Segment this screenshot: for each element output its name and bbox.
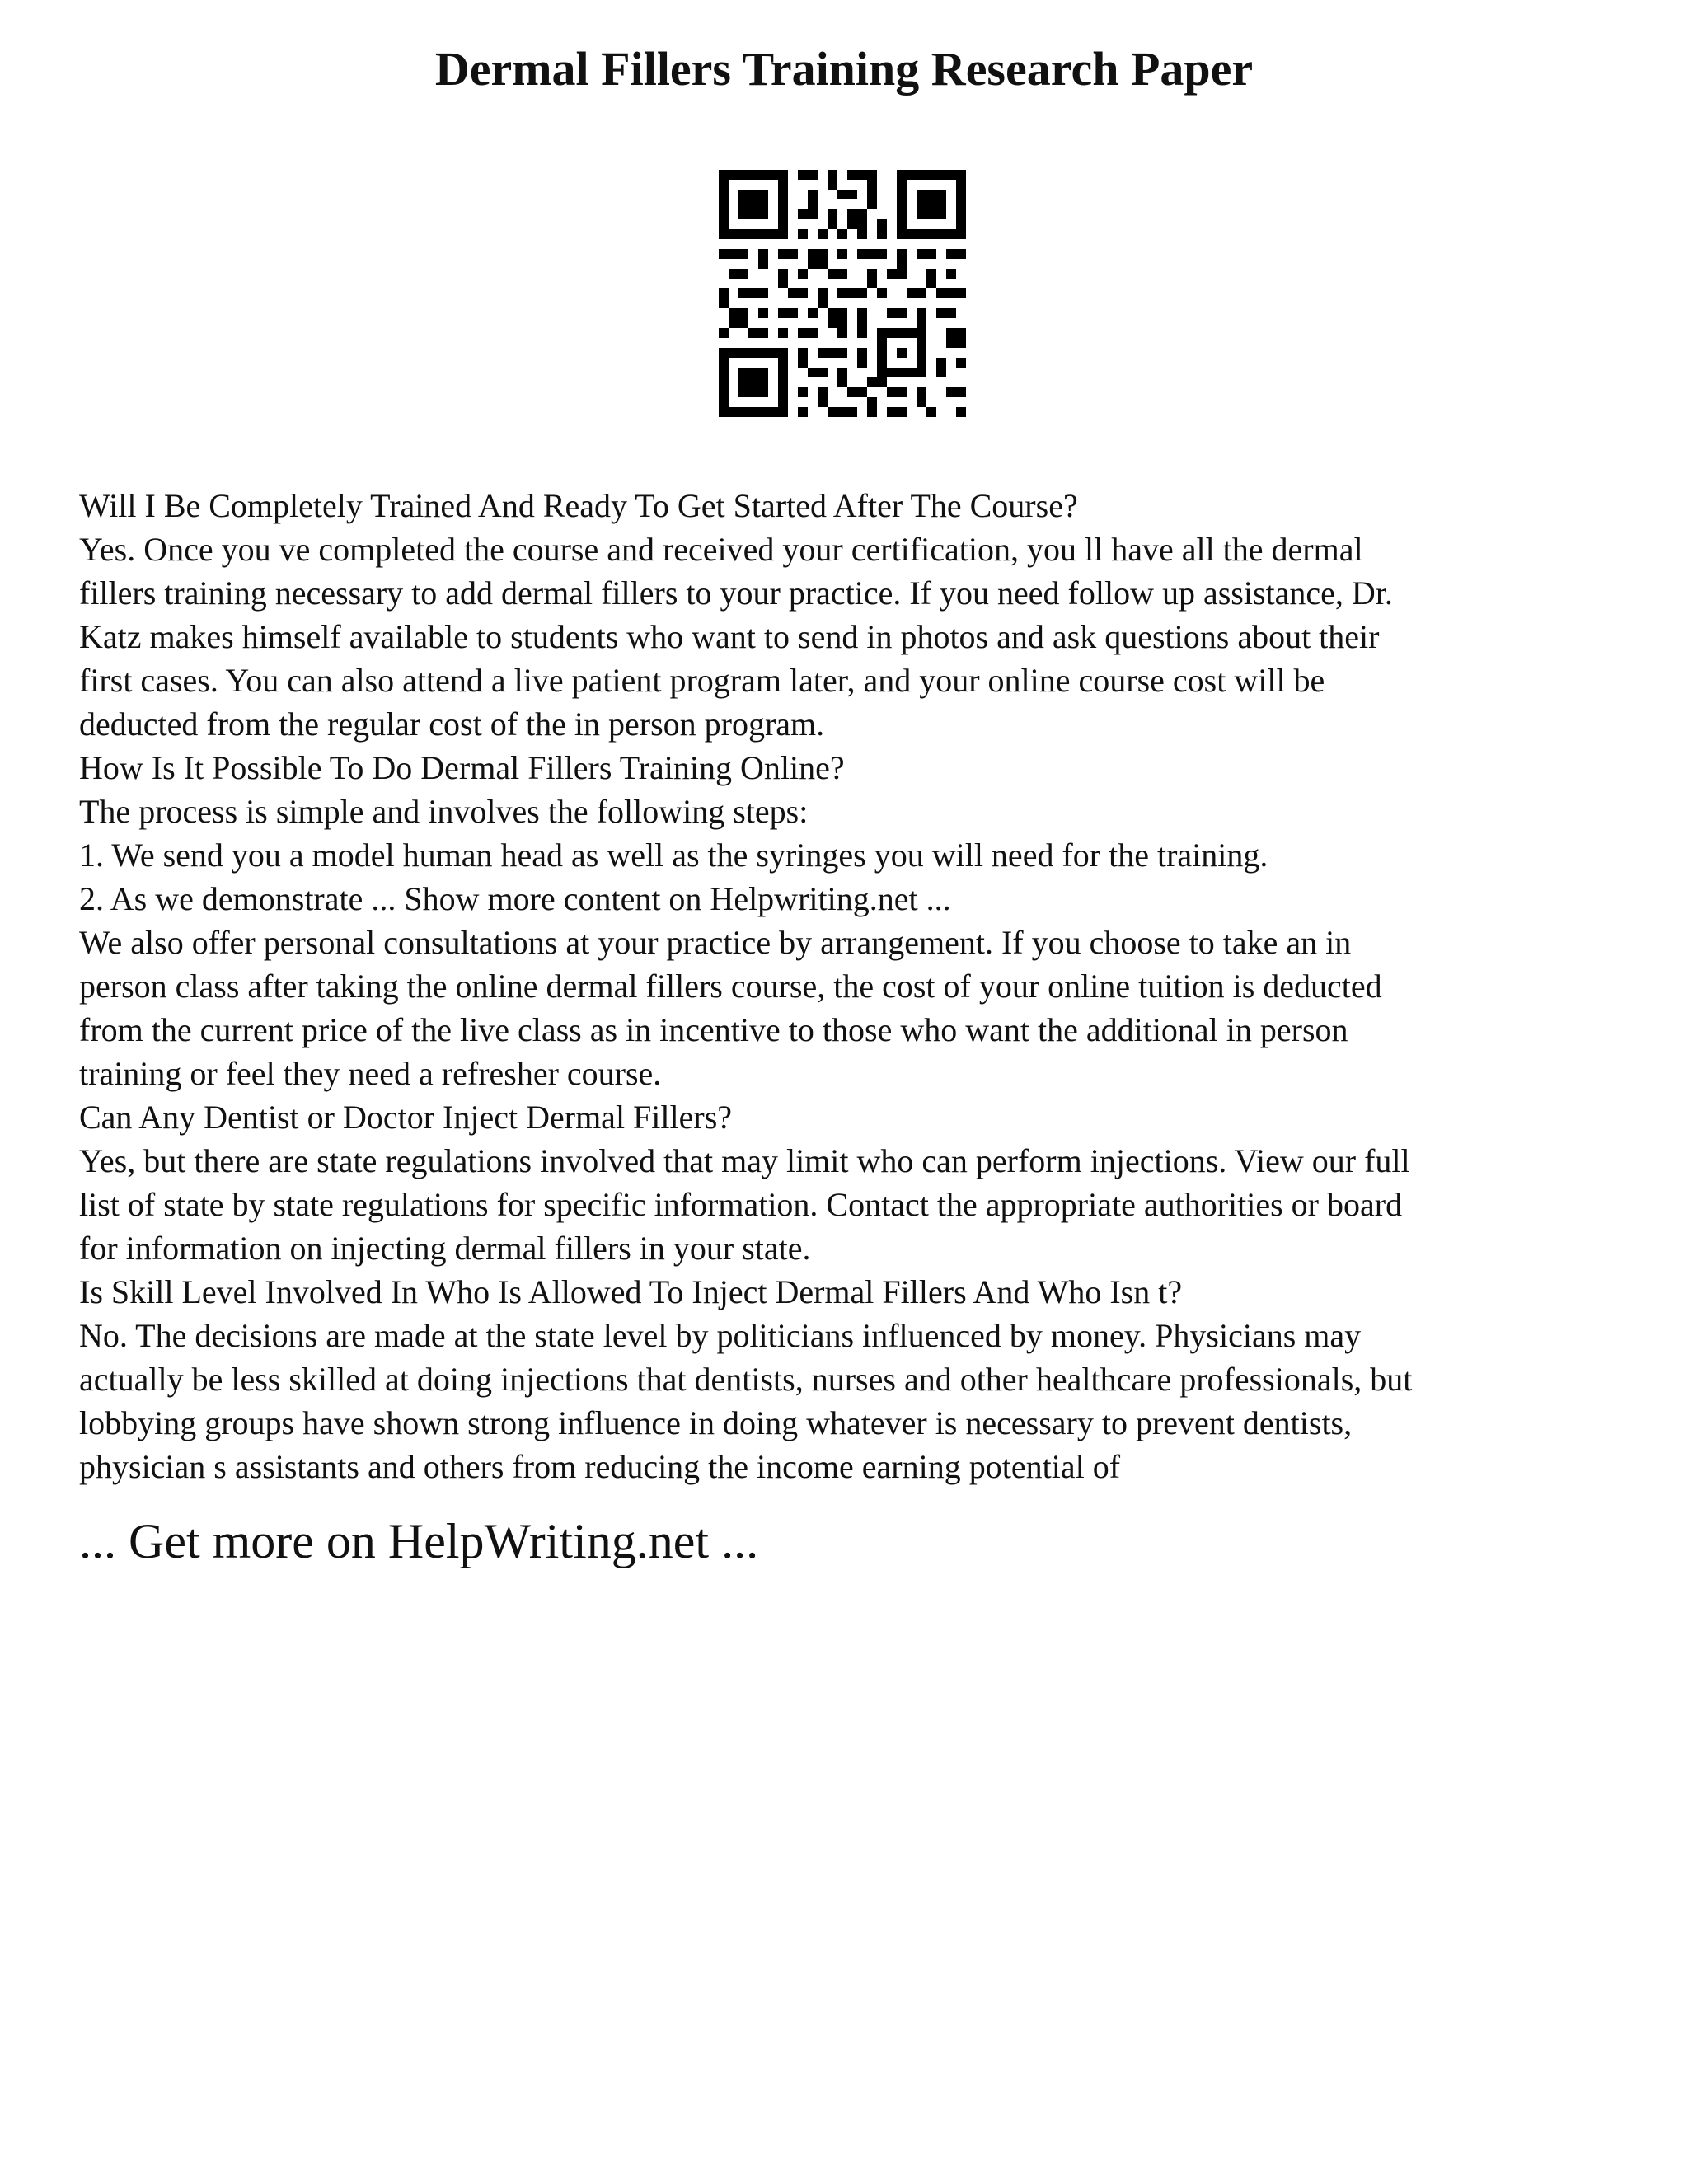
faq-question: Will I Be Completely Trained And Ready To Get Started After The Course?: [79, 487, 1078, 524]
faq-question: How Is It Possible To Do Dermal Fillers Training Online?: [79, 749, 845, 786]
step-item: 1. We send you a model human head as well as the syringes you will need for the training.: [79, 837, 1268, 874]
faq-question: Can Any Dentist or Doctor Inject Dermal Fillers?: [79, 1099, 733, 1136]
faq-answer-line: fillers training necessary to add dermal fillers to your practice. If you need follow up assistance, Dr.: [79, 574, 1393, 612]
faq-answer-line: Yes. Once you ve completed the course and received your certification, you ll have all the dermal: [79, 531, 1363, 568]
faq-question: Is Skill Level Involved In Who Is Allowed To Inject Dermal Fillers And Who Isn t?: [79, 1273, 1183, 1310]
body-text: [79, 484, 1612, 1488]
paragraph-line: We also offer personal consultations at your practice by arrangement. If you choose to take an in: [79, 924, 1352, 961]
qr-code-icon[interactable]: [719, 170, 966, 417]
faq-answer-line: list of state by state regulations for specific information. Contact the appropriate authorities or board: [79, 1186, 1403, 1223]
faq-answer-line: lobbying groups have shown strong influence in doing whatever is necessary to prevent dentists,: [79, 1404, 1353, 1441]
faq-answer-line: Katz makes himself available to students who want to send in photos and ask questions about their: [79, 618, 1380, 655]
paragraph-line: from the current price of the live class as in incentive to those who want the additional in person: [79, 1011, 1348, 1048]
faq-answer-line: The process is simple and involves the following steps:: [79, 793, 809, 830]
get-more-link[interactable]: ... Get more on HelpWriting.net ...: [79, 1514, 759, 1568]
paragraph-line: person class after taking the online dermal fillers course, the cost of your online tuition is deducted: [79, 968, 1382, 1005]
faq-answer-line: for information on injecting dermal fillers in your state.: [79, 1230, 811, 1267]
step-item: 2. As we demonstrate ... Show more content on Helpwriting.net ...: [79, 880, 951, 917]
paragraph-line: training or feel they need a refresher course.: [79, 1055, 662, 1092]
document-title: Dermal Fillers Training Research Paper: [434, 42, 1254, 96]
faq-answer-line: Yes, but there are state regulations involved that may limit who can perform injections. View our full: [79, 1142, 1410, 1179]
faq-answer-line: deducted from the regular cost of the in person program.: [79, 705, 825, 743]
faq-answer-line: actually be less skilled at doing injections that dentists, nurses and other healthcare professionals, but: [79, 1361, 1413, 1398]
faq-answer-line: physician s assistants and others from reducing the income earning potential of: [79, 1448, 1121, 1485]
faq-answer-line: first cases. You can also attend a live patient program later, and your online course cost will be: [79, 662, 1325, 699]
faq-answer-line: No. The decisions are made at the state level by politicians influenced by money. Physicians may: [79, 1317, 1362, 1354]
